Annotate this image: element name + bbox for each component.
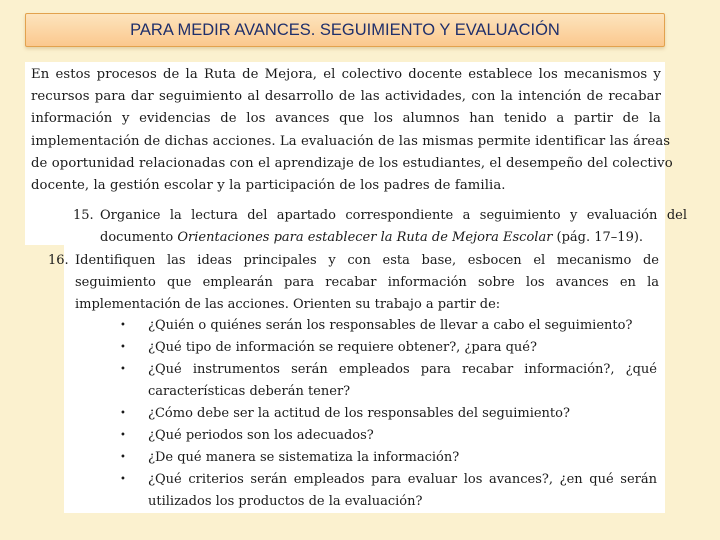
question-line: ¿De qué manera se sistematiza la información? [148, 450, 460, 465]
item-text [75, 250, 659, 316]
question-line: ¿Qué criterios serán empleados para evaluar los avances?, ¿en qué serán [148, 472, 657, 487]
item-line: Organice la lectura del apartado correspondiente a seguimiento y evaluación del [100, 208, 687, 223]
bullet-icon: • [120, 364, 126, 375]
bullet-icon: • [120, 408, 126, 419]
item-line: implementación de las acciones. Orienten su trabajo a partir de: [75, 297, 501, 312]
intro-paragraph [31, 64, 673, 197]
item-text [100, 205, 687, 249]
item-number: 15. [73, 208, 94, 223]
item-line: Identifiquen las ideas principales y con esta base, esbocen el mecanismo de [75, 253, 659, 268]
intro-line: implementación de dichas acciones. La evaluación de las mismas permite identificar las áreas [31, 133, 671, 149]
intro-line: recursos para dar seguimiento al desarrollo de las actividades, con la intención de recabar [31, 89, 661, 105]
title-banner [25, 13, 665, 47]
questions-card [48, 245, 665, 513]
question-line: ¿Quién o quiénes serán los responsables de llevar a cabo el seguimiento? [148, 318, 633, 333]
bullet-icon: • [120, 342, 126, 353]
guiding-questions-list [116, 315, 657, 513]
bullet-icon: • [120, 452, 126, 463]
item-text-suffix: (pág. 17–19). [552, 230, 644, 245]
list-item [116, 337, 657, 359]
question-line: ¿Cómo debe ser la actitud de los responsables del seguimiento? [148, 406, 570, 421]
intro-line: de oportunidad relacionadas con el aprendizaje de los estudiantes, el desempeño del colectivo [31, 155, 673, 171]
document-title: Orientaciones para establecer la Ruta de Mejora Escolar [177, 230, 553, 245]
item-text-prefix: documento [100, 230, 178, 245]
item-line: seguimiento que emplearán para recabar información sobre los avances en la [75, 275, 659, 290]
list-item [116, 447, 657, 469]
intro-card [25, 62, 687, 245]
list-item [116, 469, 657, 513]
question-line: características deberán tener? [148, 384, 351, 399]
page-title: PARA MEDIR AVANCES. SEGUIMIENTO Y EVALUACIÓN [130, 20, 560, 39]
question-line: utilizados los productos de la evaluación? [148, 494, 423, 509]
list-item [116, 315, 657, 337]
bullet-icon: • [120, 430, 126, 441]
list-item [116, 425, 657, 447]
intro-line: información y evidencias de los avances que los alumnos han tenido a partir de la [31, 111, 661, 127]
question-line: ¿Qué periodos son los adecuados? [148, 428, 374, 443]
list-item [116, 403, 657, 425]
item-number: 16. [48, 253, 69, 268]
bullet-icon: • [120, 320, 126, 331]
question-line: ¿Qué tipo de información se requiere obtener?, ¿para qué? [148, 340, 537, 355]
bullet-icon: • [120, 474, 126, 485]
question-line: ¿Qué instrumentos serán empleados para recabar información?, ¿qué [148, 362, 657, 377]
intro-line: docente, la gestión escolar y la participación de los padres de familia. [31, 177, 506, 193]
intro-line: En estos procesos de la Ruta de Mejora, el colectivo docente establece los mecanismos y [31, 67, 661, 82]
list-item [116, 359, 657, 403]
